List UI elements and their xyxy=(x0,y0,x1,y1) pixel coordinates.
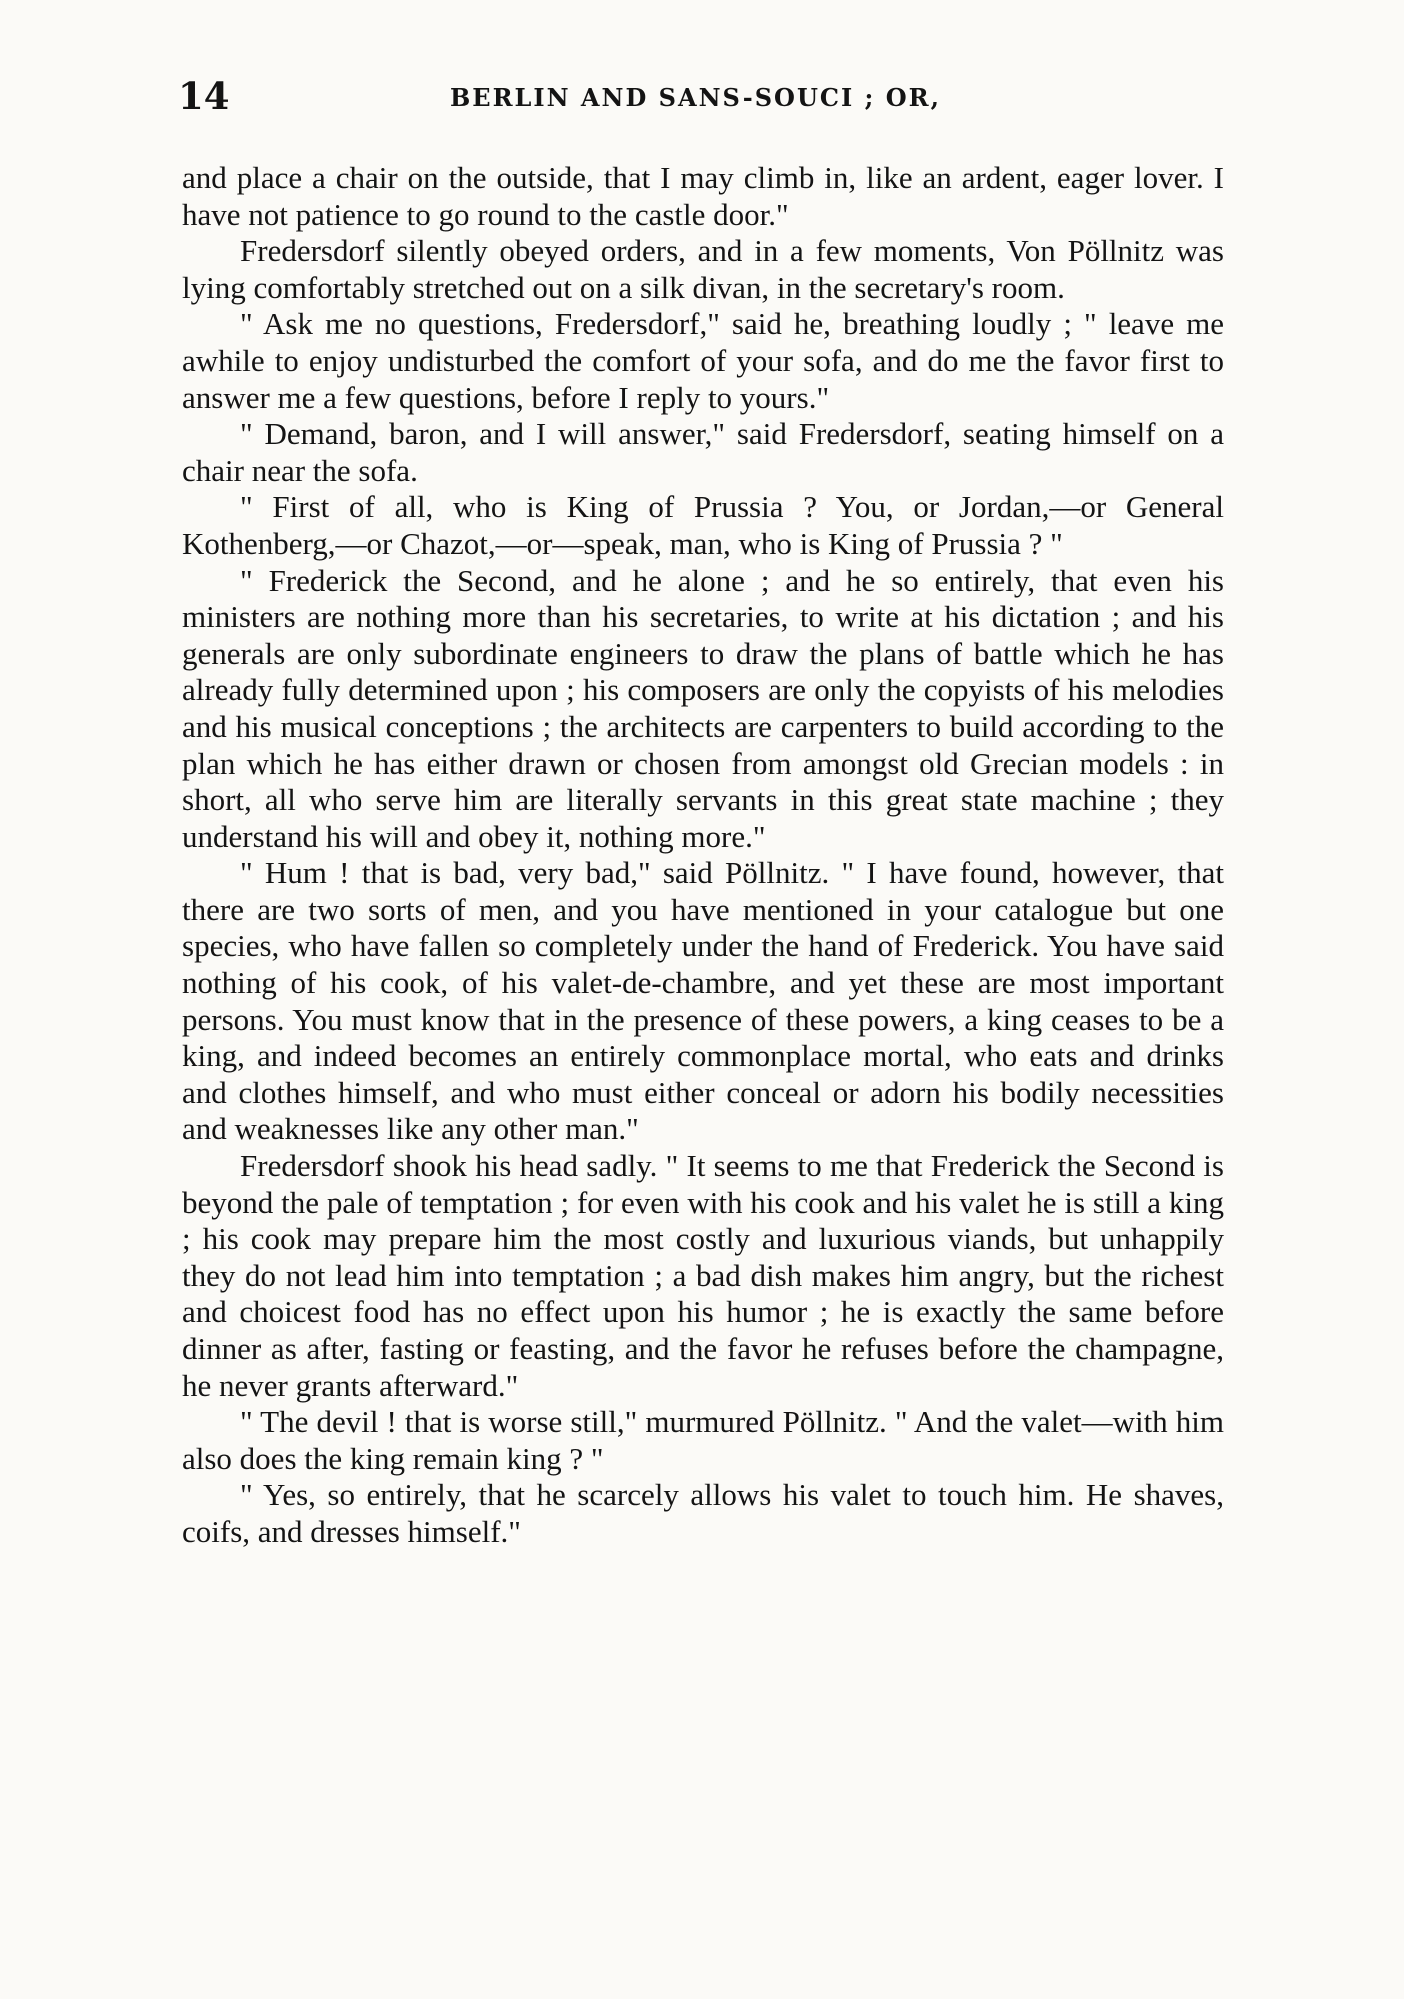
paragraph-1: and place a chair on the outside, that I may climb in, like an ardent, eager lover. I have not patience to go round to the castle door." xyxy=(182,160,1224,232)
running-title: BERLIN AND SANS-SOUCI ; OR, xyxy=(450,83,941,112)
paragraph-9: " The devil ! that is worse still," murmured Pöllnitz. " And the valet—with him also does the king remain king ? " xyxy=(182,1404,1224,1476)
paragraph-2: Fredersdorf silently obeyed orders, and in a few moments, Von Pöllnitz was lying comfortably stretched out on a silk divan, in the secretary's room. xyxy=(182,233,1224,305)
paragraph-7: " Hum ! that is bad, very bad," said Pöllnitz. " I have found, however, that there are two sorts of men, and you have mentioned in your catalogue but one species, who have fallen so completely under the hand of Frederick. You have said nothing of his cook, of his valet-de-chambre, and yet these are most important persons. You must know that in the presence of these powers, a king ceases to be a king, and indeed becomes an entirely commonplace mortal, who eats and drinks and clothes himself, and who must either conceal or adorn his bodily necessities and weaknesses like any other man." xyxy=(182,855,1224,1147)
paragraph-6: " Frederick the Second, and he alone ; and he so entirely, that even his ministers are nothing more than his secretaries, to write at his dictation ; and his generals are only subordinate engineers to draw the plans of battle which he has already fully determined upon ; his composers are only the copyists of his melodies and his musical conceptions ; the architects are carpenters to build according to the plan which he has either drawn or chosen from amongst old Grecian models : in short, all who serve him are literally servants in this great state machine ; they understand his will and obey it, nothing more." xyxy=(182,562,1224,854)
paragraph-5: " First of all, who is King of Prussia ? You, or Jordan,—or General Kothenberg,—or Chazot,—or—speak, man, who is King of Prussia ? " xyxy=(182,489,1224,561)
paragraph-3: " Ask me no questions, Fredersdorf," said he, breathing loudly ; " leave me awhile to enjoy undisturbed the comfort of your sofa, and do me the favor first to answer me a few questions, before I reply to yours." xyxy=(182,306,1224,415)
page-number: 14 xyxy=(178,74,230,118)
paragraph-8: Fredersdorf shook his head sadly. " It seems to me that Frederick the Second is beyond the pale of temptation ; for even with his cook and his valet he is still a king ; his cook may prepare him the most costly and luxurious viands, but unhappily they do not lead him into temptation ; a bad dish makes him angry, but the richest and choicest food has no effect upon his humor ; he is exactly the same before dinner as after, fasting or feasting, and the favor he refuses before the champagne, he never grants afterward." xyxy=(182,1148,1224,1403)
paragraph-4: " Demand, baron, and I will answer," said Fredersdorf, seating himself on a chair near the sofa. xyxy=(182,416,1224,488)
paragraph-10: " Yes, so entirely, that he scarcely allows his valet to touch him. He shaves, coifs, and dresses himself." xyxy=(182,1477,1224,1549)
running-head xyxy=(178,74,1230,118)
body-text xyxy=(182,160,1224,1551)
